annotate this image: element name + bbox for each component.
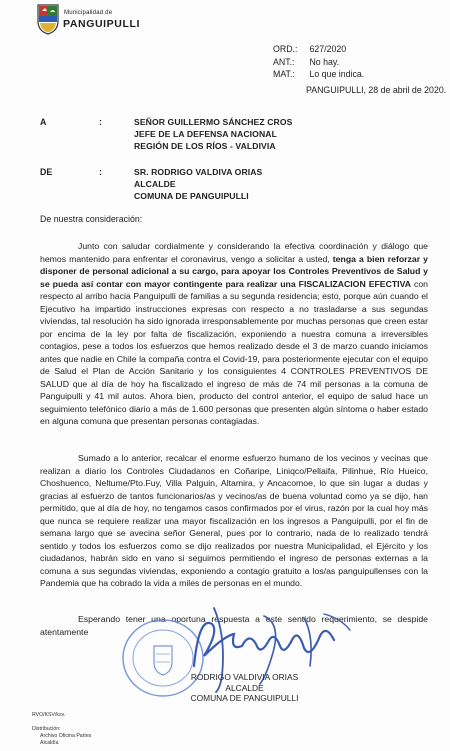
from-colon: : <box>99 167 102 177</box>
from-block <box>134 166 262 202</box>
to-colon: : <box>99 117 102 127</box>
paragraph-3: Esperando tener una oportuna respuesta a este sentido requerimiento, se despide atentamente <box>40 614 428 637</box>
signer-name: RODRIGO VALDIVIA ORIAS <box>190 672 299 682</box>
municipality-name: PANGUIPULLI <box>63 18 140 30</box>
mat-line: MAT.: Lo que indica. <box>273 69 365 79</box>
from-position: ALCALDE <box>134 179 176 189</box>
to-label: A <box>40 117 47 127</box>
signature-block <box>177 672 312 704</box>
municipality-label: Municipalidad de <box>64 10 113 16</box>
request-emphasis: tenga a bien reforzar y disponer de personal adicional a su cargo, <box>40 253 428 276</box>
coat-of-arms-icon <box>36 3 60 35</box>
salutation: De nuestra consideración: <box>40 214 143 224</box>
ant-line: ANT.: No hay. <box>273 56 340 67</box>
from-org: COMUNA DE PANGUIPULLI <box>134 191 249 201</box>
municipality-logo <box>36 3 140 45</box>
distribution-item: Archivo Oficina Partes <box>40 733 92 739</box>
signer-org: COMUNA DE PANGUIPULLI <box>190 693 299 703</box>
to-region: REGIÓN DE LOS RÍOS - VALDIVIA <box>134 141 276 151</box>
from-label: DE <box>40 167 53 177</box>
initials: RVO/KSV/ksv. <box>32 712 66 718</box>
signer-title: ALCALDE <box>225 682 264 693</box>
to-block <box>134 116 292 152</box>
controls-emphasis: para apoyar los Controles Preventivos de Salud y se pueda así contar con mayor contingente para realizar una FISCALIZACION EFECTIVA <box>40 266 429 289</box>
to-position: JEFE DE LA DEFENSA NACIONAL <box>134 129 277 139</box>
distribution-label: Distribución: <box>32 726 61 732</box>
ord-line: ORD.: 627/2020 <box>273 44 347 54</box>
paragraph-1: Junto con saludar cordialmente y considerando la efectiva coordinación y diálogo que hemos mantenido para enfrentar el coronavirus, vengo a solicitar a usted, tenga a bien reforzar y disponer de personal adicional a su cargo, para apoyar los Controles Preventivos de Salud y se pueda así contar con mayor contingente para realizar una FISCALIZACION EFECTIVA con respecto al arribo hacia Panguipulli de familias a su segunda residencia; esto, porque aún cuando el Ejecutivo ha impartido instrucciones expresas con respecto a no trasladarse a sus segundas viviendas, tal resolución ha sido ignorada irresponsablemente por muchas personas que creen estar por encima de la ley por falta de fiscalización, exponiendo a nuestra comuna a irreversibles contagios, pese a todos los esfuerzos que hemos realizado desde el 3 de marzo cuando iniciamos antes que nadie en Chile la compaña contra el Covid-19, para posteriormente ejecutar con el equipo de Salud el Plan de Acción Sanitario y los consiguientes 4 CONTROLES PREVENTIVOS DE SALUD que al día de hoy ha fiscalizado el ingreso de más de 74 mil personas a la comuna de Panguipulli y 41 mil autos. Ahora bien, producto del control anterior, el equipo de salud hace un seguimiento telefónico diario a más de 1.600 personas que presenten algún síntoma o haber estado en alguna comuna que presentan personas contagiadas. <box>40 241 429 426</box>
place-date: PANGUIPULLI, 28 de abril de 2020. <box>306 85 447 95</box>
to-name: SEÑOR GUILLERMO SÁNCHEZ CROS <box>134 117 293 127</box>
reference-block <box>273 43 364 81</box>
distribution-item: Alcaldía <box>40 740 59 746</box>
paragraph-2: Sumado a lo anterior, recalcar el enorme esfuerzo humano de los vecinos y vecinas que realizan a diario los Controles Ciudadanos en Coñaripe, Liniqco/Pellaifa, Pilinhue, Río Hueico, Choshuenco, Neltume/Pto.Fuy, Villa Palguin, Altamira, y Ancacomoe, lo que sin lugar a dudas y gracias al esfuerzo de tantos funcionarios/as y vecinos/as de buena voluntad como ya se dijo, han permitido, que al día de hoy, no tengamos casos confirmados por el virus, razón por la cual hoy más que nunca se requiere realizar una mayor fiscalización en los ingresos a Panguipulli, por el fin de semana largo que se avecina señor General, pues por lo contrario, nada de lo realizado tendrá sentido y todos los esfuerzos como se dijo realizados por nuestra Municipalidad, el Ejército y los ciudadanos, habrán sido en vano si seguimos permitiendo el ingreso de personas externas a la comuna a sus segundas viviendas, exponiendo a contagio gratuito a los/as panguipullenses con la Pandemia que ha cobrado la vida a miles de personas en el mundo. <box>40 453 428 588</box>
from-name: SR. RODRIGO VALDIVA ORIAS <box>134 167 263 177</box>
